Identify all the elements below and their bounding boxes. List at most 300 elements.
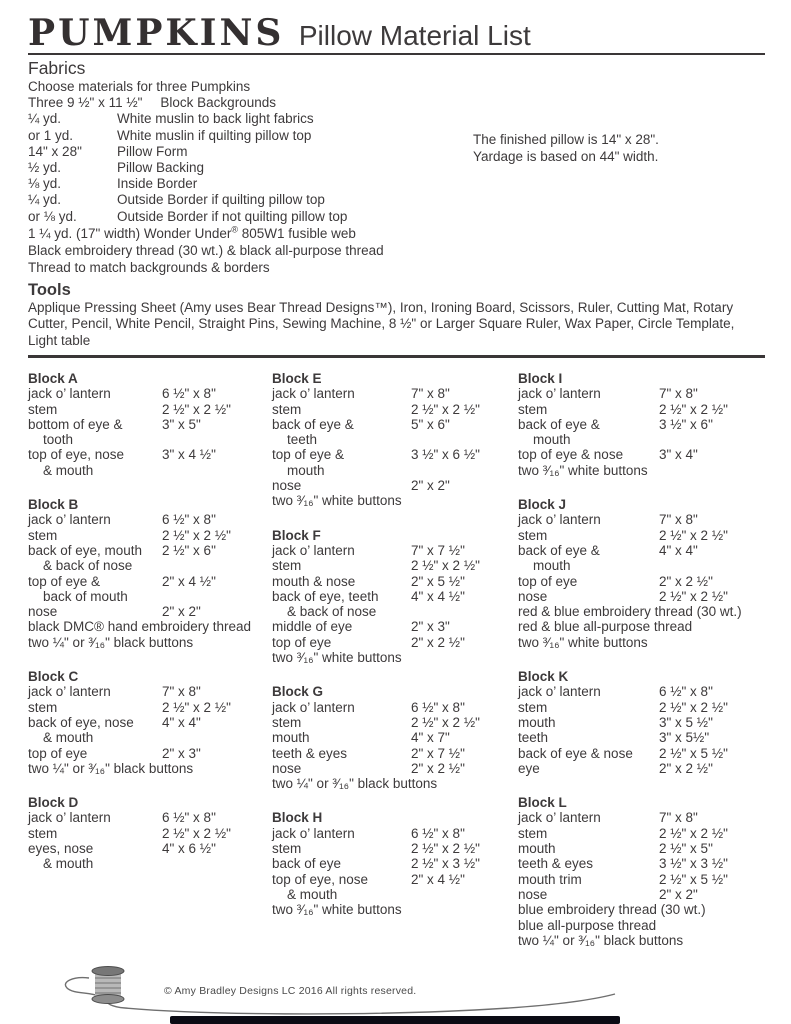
block-note: black DMC® hand embroidery thread <box>28 619 252 635</box>
piece-size: 2 ½" x 2 ½" <box>162 527 231 543</box>
block-row <box>28 826 272 841</box>
piece-size: 2 ½" x 5 ½" <box>659 745 728 761</box>
material-row <box>28 192 768 208</box>
block-row <box>28 512 272 527</box>
piece-size: 2 ½" x 2 ½" <box>162 825 231 841</box>
piece-label <box>518 402 659 417</box>
piece-label-line1: teeth & eyes <box>518 856 594 872</box>
piece-label-line1: mouth <box>272 730 310 746</box>
piece-label-line1: stem <box>272 714 302 730</box>
piece-label-line1: back of eye, nose <box>28 714 134 730</box>
piece-size: 5" x 6" <box>411 416 450 432</box>
block-row <box>518 887 773 902</box>
piece-label-line1: nose <box>518 886 548 902</box>
material-description: Block Backgrounds <box>160 95 276 111</box>
piece-size: 2" x 3" <box>162 745 201 761</box>
material-description: Pillow Backing <box>117 160 205 176</box>
brand-title: PUMPKINS <box>28 12 285 54</box>
fusible-post: 805W1 fusible web <box>238 225 356 241</box>
piece-label <box>518 543 659 574</box>
block-block-c <box>28 669 272 776</box>
block-row <box>518 528 773 543</box>
piece-size: 2 ½" x 2 ½" <box>411 714 480 730</box>
block-row <box>28 715 272 746</box>
block-row <box>518 841 773 856</box>
block-title: Block J <box>518 497 567 513</box>
fabric-line-match-thread: Thread to match backgrounds & borders <box>28 259 270 275</box>
block-note: two ³⁄₁₆" white buttons <box>518 634 648 650</box>
piece-size: 2" x 3" <box>411 619 450 635</box>
piece-label <box>272 558 411 573</box>
block-row <box>28 700 272 715</box>
block-row <box>518 810 773 825</box>
piece-size: 2" x 2" <box>162 604 201 620</box>
block-block-b <box>28 497 272 650</box>
piece-size: 2 ½" x 2 ½" <box>659 401 728 417</box>
piece-size: 2 ½" x 2 ½" <box>411 558 480 574</box>
piece-size: 2" x 2 ½" <box>411 760 465 776</box>
piece-label <box>272 730 411 745</box>
piece-label-line1: stem <box>28 699 58 715</box>
piece-label <box>518 417 659 448</box>
piece-label <box>518 700 659 715</box>
block-row <box>28 684 272 699</box>
piece-size: 2 ½" x 6" <box>162 542 216 558</box>
material-quantity: ½ yd. <box>28 160 62 176</box>
material-row <box>28 209 768 225</box>
block-row <box>28 604 272 619</box>
block-row <box>518 730 773 745</box>
piece-label-line1: teeth <box>518 730 549 746</box>
block-title: Block D <box>28 795 79 811</box>
tools-text: Applique Pressing Sheet (Amy uses Bear Thread Designs™), Iron, Ironing Board, Scissors, Ruler, Cutting Mat, Rotary Cutter, Pencil, White Pencil, Straight Pins, Sewing Machine, 8 ½" or Larger Square Ruler, Wax Paper, Circle Template, Light table <box>28 299 735 349</box>
piece-label-line2: & back of nose <box>287 604 377 620</box>
piece-size: 4" x 4" <box>659 542 698 558</box>
piece-label-line1: stem <box>272 841 302 857</box>
piece-label <box>272 402 411 417</box>
piece-label <box>272 417 411 448</box>
piece-size: 2" x 4 ½" <box>162 573 216 589</box>
piece-label-line1: nose <box>518 588 548 604</box>
block-row <box>272 478 518 493</box>
piece-label-line1: stem <box>272 401 302 417</box>
piece-label <box>28 512 162 527</box>
material-quantity: ¼ yd. <box>28 111 62 127</box>
blocks-column-1 <box>28 371 272 967</box>
piece-size: 2 ½" x 2 ½" <box>162 401 231 417</box>
block-row <box>272 700 518 715</box>
piece-label <box>518 746 659 761</box>
fabric-line-thread: Black embroidery thread (30 wt.) & black all-purpose thread <box>28 242 384 258</box>
piece-label-line1: teeth & eyes <box>272 745 348 761</box>
block-note: two ¼" or ³⁄₁₆" black buttons <box>272 776 438 792</box>
block-title: Block B <box>28 497 79 513</box>
piece-label <box>28 417 162 448</box>
piece-label-line2: mouth <box>287 462 325 478</box>
material-description: Outside Border if not quilting pillow top <box>117 208 348 224</box>
block-block-j <box>518 497 773 650</box>
piece-label <box>518 810 659 825</box>
piece-label-line1: mouth trim <box>518 871 582 887</box>
piece-size: 3" x 5" <box>162 416 201 432</box>
piece-label <box>272 826 411 841</box>
piece-label <box>272 478 411 493</box>
piece-size: 2" x 2 ½" <box>659 573 713 589</box>
piece-size: 3" x 5½" <box>659 730 710 746</box>
piece-size: 7" x 8" <box>162 684 201 700</box>
piece-label <box>28 700 162 715</box>
piece-label-line2: back of mouth <box>43 588 128 604</box>
piece-label <box>518 512 659 527</box>
block-row <box>28 402 272 417</box>
block-note: blue all-purpose thread <box>518 917 657 933</box>
block-row <box>518 589 773 604</box>
piece-size: 2" x 4 ½" <box>411 871 465 887</box>
block-row <box>272 826 518 841</box>
piece-label <box>28 528 162 543</box>
block-note: red & blue all-purpose thread <box>518 619 693 635</box>
piece-label <box>28 574 162 605</box>
piece-label-line1: back of eye, teeth <box>272 588 379 604</box>
material-quantity: ⅛ yd. <box>28 176 62 192</box>
registered-mark: ® <box>231 224 239 235</box>
piece-label <box>518 841 659 856</box>
block-row <box>28 574 272 605</box>
piece-label-line1: stem <box>518 699 548 715</box>
piece-size: 7" x 8" <box>659 512 698 528</box>
piece-label-line2: & mouth <box>43 856 94 872</box>
piece-size: 3" x 4" <box>659 447 698 463</box>
piece-size: 3 ½" x 6" <box>659 416 713 432</box>
piece-label-line1: stem <box>28 825 58 841</box>
yardage-line: Yardage is based on 44" width. <box>473 149 659 164</box>
piece-label <box>28 604 162 619</box>
piece-label-line1: stem <box>28 401 58 417</box>
block-row <box>518 872 773 887</box>
material-description: Inside Border <box>117 176 198 192</box>
piece-label <box>518 856 659 871</box>
materials-section <box>28 57 768 350</box>
header-divider <box>28 53 765 55</box>
piece-label-line1: mouth <box>518 841 556 857</box>
piece-label <box>28 841 162 872</box>
block-row <box>272 417 518 448</box>
piece-label <box>518 872 659 887</box>
block-note: two ³⁄₁₆" white buttons <box>272 493 402 509</box>
piece-label-line1: stem <box>272 558 302 574</box>
piece-label-line2: teeth <box>287 432 318 448</box>
block-block-f <box>272 528 518 666</box>
piece-size: 2 ½" x 3 ½" <box>411 856 480 872</box>
piece-size: 7" x 8" <box>659 386 698 402</box>
block-title: Block A <box>28 371 78 386</box>
piece-label-line2: & mouth <box>43 462 94 478</box>
piece-label-line1: jack o’ lantern <box>272 542 355 558</box>
piece-size: 2" x 2" <box>411 478 450 494</box>
piece-size: 4" x 6 ½" <box>162 841 216 857</box>
piece-label <box>28 684 162 699</box>
piece-label-line2: & back of nose <box>43 558 133 574</box>
piece-size: 6 ½" x 8" <box>162 512 216 528</box>
material-quantity: or ⅛ yd. <box>28 208 77 224</box>
fusible-pre: 1 ¼ yd. (17" width) Wonder Under <box>28 225 232 241</box>
block-row <box>518 700 773 715</box>
block-row <box>272 761 518 776</box>
piece-label <box>272 841 411 856</box>
piece-label <box>28 746 162 761</box>
piece-label-line1: stem <box>28 527 58 543</box>
piece-label <box>518 715 659 730</box>
piece-size: 2 ½" x 2 ½" <box>659 588 728 604</box>
section-divider <box>28 355 765 358</box>
piece-size: 4" x 7" <box>411 730 450 746</box>
piece-size: 6 ½" x 8" <box>411 825 465 841</box>
piece-size: 2 ½" x 2 ½" <box>411 401 480 417</box>
block-row <box>28 417 272 448</box>
piece-label <box>518 887 659 902</box>
piece-label <box>272 543 411 558</box>
piece-label-line1: jack o’ lantern <box>518 386 601 402</box>
block-block-g <box>272 684 518 791</box>
piece-label-line1: top of eye <box>272 634 332 650</box>
block-row <box>272 386 518 401</box>
piece-label-line2: mouth <box>533 432 571 448</box>
blocks-grid <box>28 371 781 967</box>
piece-label-line2: & mouth <box>287 886 338 902</box>
piece-size: 6 ½" x 8" <box>162 810 216 826</box>
piece-label <box>272 700 411 715</box>
block-row <box>272 543 518 558</box>
piece-label-line1: jack o’ lantern <box>518 512 601 528</box>
piece-label-line1: top of eye & <box>272 447 345 463</box>
block-note: two ¼" or ³⁄₁₆" black buttons <box>28 760 194 776</box>
piece-label-line1: top of eye <box>518 573 578 589</box>
block-row <box>518 715 773 730</box>
piece-label-line1: stem <box>518 527 548 543</box>
block-row <box>518 512 773 527</box>
block-row <box>272 872 518 903</box>
block-row <box>272 447 518 478</box>
block-note: red & blue embroidery thread (30 wt.) <box>518 604 742 620</box>
piece-label-line1: jack o’ lantern <box>272 825 355 841</box>
block-block-l <box>518 795 773 948</box>
material-description: Pillow Form <box>117 143 188 159</box>
piece-label-line1: top of eye & nose <box>518 447 624 463</box>
piece-label <box>518 528 659 543</box>
piece-label-line1: jack o’ lantern <box>28 512 111 528</box>
piece-label-line1: bottom of eye & <box>28 416 123 432</box>
piece-label-line1: jack o’ lantern <box>518 810 601 826</box>
block-block-d <box>28 795 272 871</box>
block-row <box>518 447 773 462</box>
piece-label-line1: jack o’ lantern <box>28 386 111 402</box>
pillow-size-note <box>473 131 659 165</box>
piece-size: 6 ½" x 8" <box>411 699 465 715</box>
material-description: Outside Border if quilting pillow top <box>117 192 325 208</box>
block-block-k <box>518 669 773 776</box>
piece-label-line1: back of eye & <box>518 416 600 432</box>
block-note: two ³⁄₁₆" white buttons <box>272 902 402 918</box>
block-title: Block F <box>272 527 321 543</box>
block-note: blue embroidery thread (30 wt.) <box>518 902 706 918</box>
block-row <box>272 558 518 573</box>
piece-label <box>518 447 659 462</box>
piece-label-line1: nose <box>28 604 58 620</box>
piece-label-line1: back of eye & <box>518 542 600 558</box>
block-row <box>272 402 518 417</box>
piece-label <box>518 761 659 776</box>
piece-label <box>518 730 659 745</box>
page-header <box>28 12 765 54</box>
piece-label-line1: back of eye & nose <box>518 745 633 761</box>
piece-label <box>28 447 162 478</box>
piece-label-line1: top of eye & <box>28 573 101 589</box>
piece-label-line1: nose <box>272 760 302 776</box>
piece-label <box>28 826 162 841</box>
block-title: Block I <box>518 371 563 386</box>
piece-size: 2 ½" x 2 ½" <box>162 699 231 715</box>
block-row <box>518 684 773 699</box>
piece-label <box>28 543 162 574</box>
piece-label-line1: eye <box>518 760 540 776</box>
material-quantity: Three 9 ½" x 11 ½" <box>28 95 143 111</box>
piece-label <box>518 684 659 699</box>
block-row <box>518 856 773 871</box>
piece-label <box>28 386 162 401</box>
block-row <box>272 619 518 634</box>
material-quantity: 14" x 28" <box>28 143 82 159</box>
fabric-line-fusible-web <box>28 225 768 242</box>
piece-size: 6 ½" x 8" <box>659 684 713 700</box>
piece-label <box>518 589 659 604</box>
piece-label-line1: stem <box>518 825 548 841</box>
block-title: Block L <box>518 795 567 811</box>
piece-label-line2: mouth <box>533 558 571 574</box>
piece-label <box>272 447 411 478</box>
piece-size: 2" x 2 ½" <box>659 760 713 776</box>
piece-size: 2 ½" x 5" <box>659 841 713 857</box>
piece-size: 2" x 2" <box>659 886 698 902</box>
piece-size: 2" x 5 ½" <box>411 573 465 589</box>
material-quantity: ¼ yd. <box>28 192 62 208</box>
block-row <box>518 402 773 417</box>
block-row <box>272 746 518 761</box>
piece-size: 2 ½" x 5 ½" <box>659 871 728 887</box>
block-row <box>272 589 518 620</box>
block-row <box>518 746 773 761</box>
material-description: White muslin if quilting pillow top <box>117 127 312 143</box>
piece-label-line1: jack o’ lantern <box>272 386 355 402</box>
material-quantity: or 1 yd. <box>28 127 74 143</box>
piece-label-line1: mouth & nose <box>272 573 356 589</box>
block-title: Block E <box>272 371 322 386</box>
block-row <box>518 543 773 574</box>
block-row <box>272 730 518 745</box>
block-block-i <box>518 371 773 478</box>
material-row <box>28 176 768 192</box>
piece-label-line1: mouth <box>518 714 556 730</box>
piece-label <box>272 872 411 903</box>
block-title: Block C <box>28 669 79 685</box>
piece-size: 3 ½" x 3 ½" <box>659 856 728 872</box>
block-note: two ³⁄₁₆" white buttons <box>272 650 402 666</box>
piece-label <box>272 856 411 871</box>
fabrics-heading: Fabrics <box>28 58 86 78</box>
piece-size: 2 ½" x 2 ½" <box>659 699 728 715</box>
copyright-text: © Amy Bradley Designs LC 2016 All rights reserved. <box>164 985 417 997</box>
piece-size: 3" x 5 ½" <box>659 714 713 730</box>
piece-label <box>28 715 162 746</box>
piece-label-line1: jack o’ lantern <box>28 684 111 700</box>
piece-label-line1: top of eye, nose <box>272 871 369 887</box>
piece-label <box>28 810 162 825</box>
piece-label-line1: back of eye <box>272 856 342 872</box>
block-note: two ¼" or ³⁄₁₆" black buttons <box>518 932 684 948</box>
piece-label <box>518 574 659 589</box>
piece-label-line2: & mouth <box>43 730 94 746</box>
fabrics-intro: Choose materials for three Pumpkins <box>28 79 251 94</box>
piece-size: 3" x 4 ½" <box>162 447 216 463</box>
block-row <box>28 447 272 478</box>
piece-label <box>518 826 659 841</box>
piece-label-line1: back of eye & <box>272 416 354 432</box>
material-row <box>28 95 768 111</box>
block-row <box>272 574 518 589</box>
piece-size: 2 ½" x 2 ½" <box>659 825 728 841</box>
block-row <box>518 761 773 776</box>
piece-label-line1: middle of eye <box>272 619 353 635</box>
block-block-a <box>28 371 272 478</box>
block-note: two ¼" or ³⁄₁₆" black buttons <box>28 634 194 650</box>
piece-label-line1: jack o’ lantern <box>272 699 355 715</box>
piece-size: 7" x 7 ½" <box>411 542 465 558</box>
piece-size: 3 ½" x 6 ½" <box>411 447 480 463</box>
piece-label-line1: top of eye <box>28 745 88 761</box>
blocks-column-3 <box>518 371 773 967</box>
block-row <box>518 386 773 401</box>
block-title: Block K <box>518 669 569 685</box>
material-description: White muslin to back light fabrics <box>117 111 314 127</box>
block-title: Block H <box>272 810 323 826</box>
piece-label-line1: stem <box>518 401 548 417</box>
piece-label-line1: nose <box>272 478 302 494</box>
tools-heading: Tools <box>28 280 71 299</box>
piece-label <box>272 635 411 650</box>
block-row <box>28 746 272 761</box>
block-row <box>518 826 773 841</box>
block-row <box>272 715 518 730</box>
piece-label-line1: jack o’ lantern <box>28 810 111 826</box>
piece-label <box>272 574 411 589</box>
block-note: two ³⁄₁₆" white buttons <box>518 462 648 478</box>
piece-size: 7" x 8" <box>411 386 450 402</box>
block-row <box>272 841 518 856</box>
piece-size: 2 ½" x 2 ½" <box>411 841 480 857</box>
block-row <box>28 810 272 825</box>
piece-size: 7" x 8" <box>659 810 698 826</box>
blocks-column-2 <box>272 371 518 967</box>
piece-size: 6 ½" x 8" <box>162 386 216 402</box>
piece-size: 4" x 4" <box>162 714 201 730</box>
block-row <box>518 417 773 448</box>
block-row <box>518 574 773 589</box>
finished-size-line: The finished pillow is 14" x 28". <box>473 132 659 147</box>
piece-size: 4" x 4 ½" <box>411 588 465 604</box>
piece-size: 2" x 2 ½" <box>411 634 465 650</box>
piece-size: 2 ½" x 2 ½" <box>659 527 728 543</box>
page-title: Pillow Material List <box>298 20 531 51</box>
block-title: Block G <box>272 684 324 700</box>
